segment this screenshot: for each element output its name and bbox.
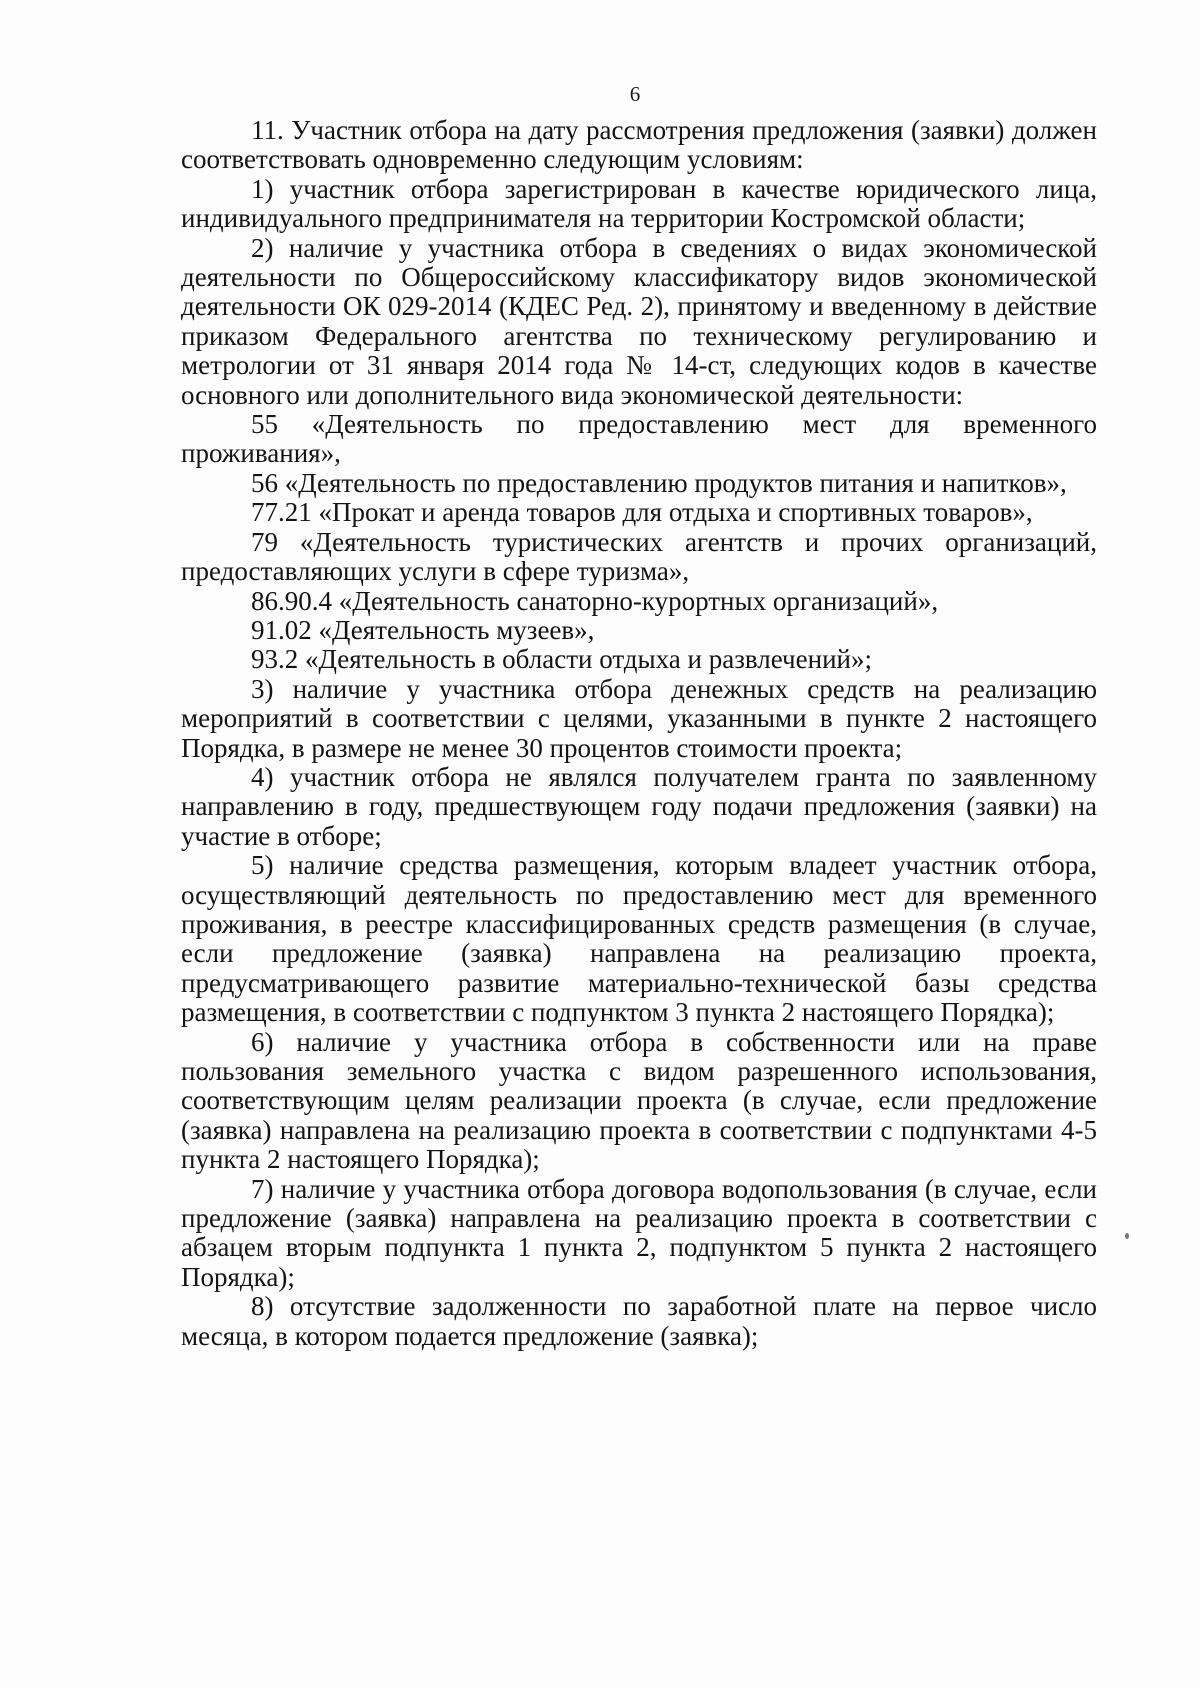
condition-3: 3) наличие у участника отбора денежных средств на реализацию мероприятий в соответствии с целями, указанными в пункте 2 настоящего Порядка, в размере не менее 30 процентов стоимости проекта;	[181, 673, 1097, 763]
okved-code-86-90-4: 86.90.4 «Деятельность санаторно-курортных организаций»,	[251, 585, 939, 616]
document-body	[181, 116, 1097, 1351]
okved-code-79: 79 «Деятельность туристических агентств и прочих организаций, предоставляющих услуги в сфере туризма»,	[181, 526, 1097, 587]
condition-7: 7) наличие у участника отбора договора водопользования (в случае, если предложение (заявка) направлена на реализацию проекта в соответствии с абзацем вторым подпункта 1 пункта 2, подпунктом 5 пункта 2 настоящего Порядка);	[181, 1173, 1097, 1292]
condition-5: 5) наличие средства размещения, которым владеет участник отбора, осуществляющий деятельность по предоставлению мест для временного проживания, в реестре классифицированных средств размещения (в случае, если предложение (заявка) направлена на реализацию проекта, предусматривающего развитие материально-технической базы средства размещения, в соответствии с подпунктом 3 пункта 2 настоящего Порядка);	[181, 850, 1097, 1028]
condition-8: 8) отсутствие задолженности по заработной плате на первое число месяца, в котором подается предложение (заявка);	[181, 1291, 1097, 1351]
condition-4: 4) участник отбора не являлся получателем гранта по заявленному направлению в году, предшествующем году подачи предложения (заявки) на участие в отборе;	[181, 761, 1097, 851]
condition-1: 1) участник отбора зарегистрирован в качестве юридического лица, индивидуального предпринимателя на территории Костромской области;	[181, 173, 1097, 234]
okved-code-77-21: 77.21 «Прокат и аренда товаров для отдыха и спортивных товаров»,	[251, 497, 1033, 528]
okved-code-56: 56 «Деятельность по предоставлению продуктов питания и напитков»,	[251, 467, 1067, 498]
scan-speck	[1125, 1233, 1129, 1239]
page-number: 6	[629, 82, 641, 106]
condition-6: 6) наличие у участника отбора в собственности или на праве пользования земельного участка с видом разрешенного использования, соответствующим целям реализации проекта (в случае, если предложение (заявка) направлена на реализацию проекта в соответствии с подпунктами 4-5 пункта 2 настоящего Порядка);	[181, 1026, 1097, 1175]
okved-code-55: 55 «Деятельность по предоставлению мест для временного проживания»,	[181, 409, 1097, 469]
paragraph-11-intro: 11. Участник отбора на дату рассмотрения предложения (заявки) должен соответствовать одновременно следующим условиям:	[181, 115, 1097, 175]
okved-code-93-2: 93.2 «Деятельность в области отдыха и развлечений»;	[251, 644, 872, 675]
condition-2: 2) наличие у участника отбора в сведениях о видах экономической деятельности по Общероссийскому классификатору видов экономической деятельности ОК 029-2014 (КДЕС Ред. 2), принятому и введенному в действие приказом Федерального агентства по техническому регулированию и метрологии от 31 января 2014 года № 14-ст, следующих кодов в качестве основного или дополнительного вида экономической деятельности:	[181, 232, 1097, 410]
okved-code-91-02: 91.02 «Деятельность музеев»,	[251, 614, 595, 645]
